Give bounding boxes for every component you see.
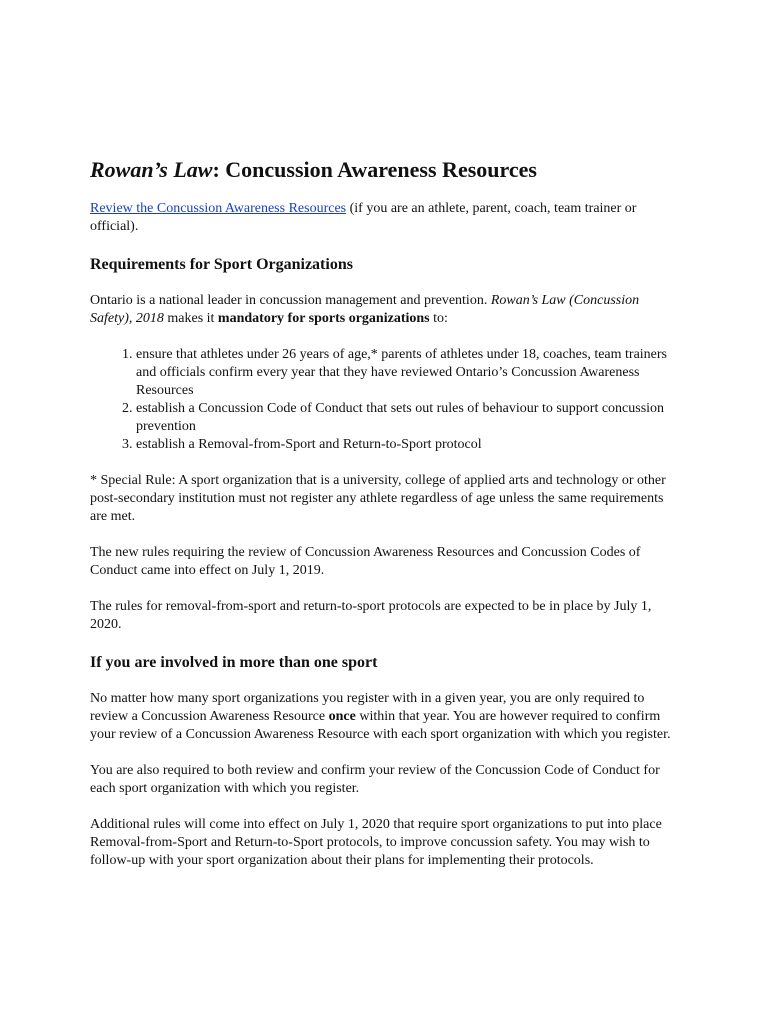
requirements-heading: Requirements for Sport Organizations (90, 256, 353, 273)
list-item: 2. establish a Concussion Code of Conduct that sets out rules of behaviour to support concussion prevention (136, 400, 682, 436)
requirements-intro-text: Ontario is a national leader in concussion management and prevention. (90, 293, 491, 308)
new-rules-paragraph: The new rules requiring the review of Concussion Awareness Resources and Concussion Codes of Conduct came into effect on July 1, 2019. (90, 545, 641, 578)
special-rule-paragraph: * Special Rule: A sport organization that is a university, college of applied arts and technology or other post-secondary institution must not register any athlete regardless of age unless the same requirements are met. (90, 473, 666, 524)
multiple-sports-paragraph (90, 690, 682, 744)
once-emphasis: once (328, 709, 356, 724)
concussion-resources-link[interactable]: Review the Concussion Awareness Resources (90, 201, 347, 216)
intro-paragraph (90, 200, 682, 236)
requirements-intro-text-2: makes it (163, 311, 218, 326)
page-title (90, 156, 682, 184)
requirements-intro (90, 292, 682, 328)
additional-rules-paragraph: Additional rules will come into effect on July 1, 2020 that require sport organizations to put into place Removal-from-Sport and Return-to-Sport protocols, to improve concussion safety. You may wish to follow-up with your sport organization about their plans for implementing their protocols. (90, 817, 662, 868)
intro-text: (if you are an athlete, parent, coach, team trainer or official). (90, 201, 637, 234)
page-title-italic: Rowan’s Law (90, 157, 213, 182)
multiple-sports-text-2: within that year. You are however required to confirm your review of a Concussion Awareness Resource with each sport organization with which you register. (90, 709, 671, 742)
page-title-rest: : Concussion Awareness Resources (212, 157, 537, 182)
multiple-sports-heading: If you are involved in more than one sport (90, 654, 378, 671)
document-page (90, 156, 682, 888)
mandatory-emphasis: mandatory for sports organizations (217, 311, 430, 326)
multiple-sports-text: No matter how many sport organizations you register with in a given year, you are only required to review a Concussion Awareness Resource (90, 691, 645, 724)
requirements-list (90, 346, 682, 454)
code-of-conduct-paragraph: You are also required to both review and confirm your review of the Concussion Code of Conduct for each sport organization with which you register. (90, 763, 660, 796)
law-citation: Rowan’s Law (Concussion Safety), 2018 (90, 293, 640, 326)
requirements-intro-text-3: to: (429, 311, 448, 326)
removal-rules-paragraph: The rules for removal-from-sport and return-to-sport protocols are expected to be in place by July 1, 2020. (90, 599, 652, 632)
list-item: 3. establish a Removal-from-Sport and Return-to-Sport protocol (136, 436, 682, 454)
list-item: 1. ensure that athletes under 26 years of age,* parents of athletes under 18, coaches, team trainers and officials confirm every year that they have reviewed Ontario’s Concussion Awareness Resources (136, 346, 682, 400)
